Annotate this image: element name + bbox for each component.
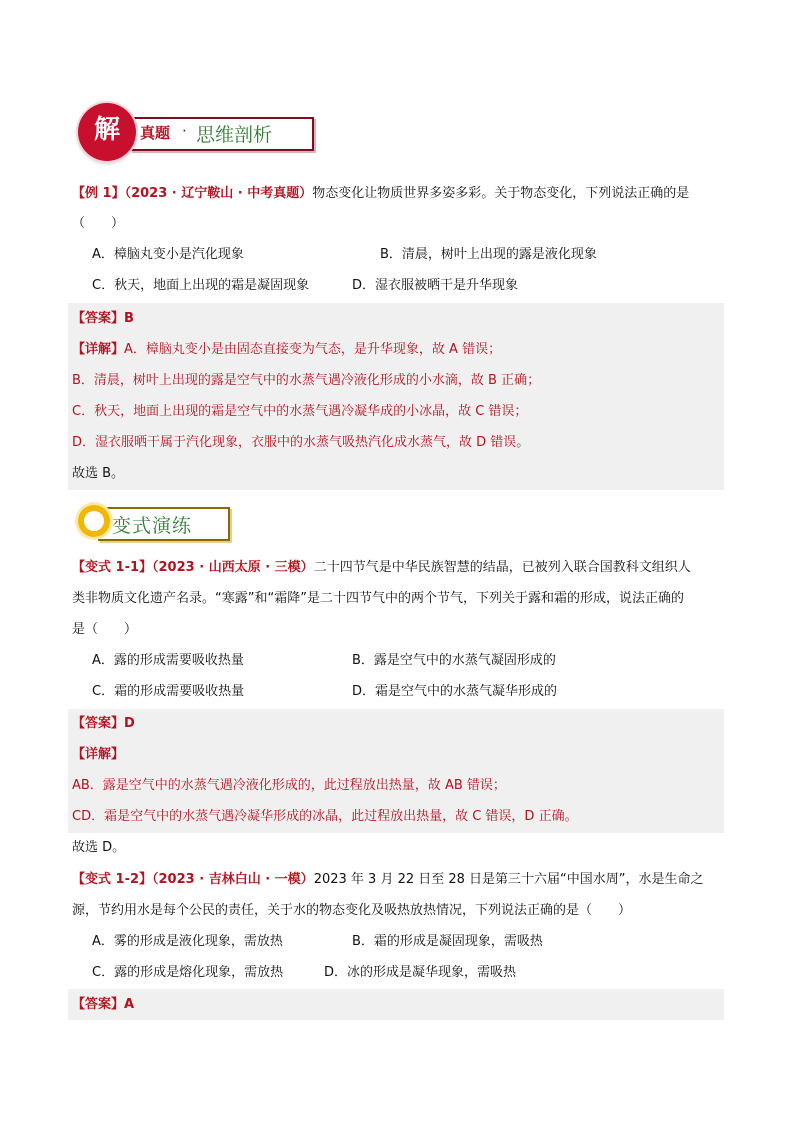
- variant1-option-c: C．霜的形成需要吸收热量: [92, 684, 245, 699]
- example-option-b: B．清晨，树叶上出现的露是液化现象: [380, 247, 597, 262]
- banner-bold-text: 真题: [140, 124, 171, 142]
- example-detail-text: A．樟脑丸变小是由固态直接变为气态，是升华现象，故 A 错误；: [124, 342, 502, 357]
- example-detail-line2: B．清晨，树叶上出现的露是空气中的水蒸气遇冷液化形成的小水滴，故 B 正确；: [72, 373, 541, 388]
- section-banner-zhenti: [130, 117, 314, 151]
- jie-badge-char: 解: [93, 115, 120, 145]
- example-detail-line4: D．湿衣服晒干属于汽化现象，衣服中的水蒸气吸热汽化成水蒸气，故 D 错误。: [72, 435, 530, 450]
- variant1-detail-line1: AB．露是空气中的水蒸气遇冷液化形成的，此过程放出热量，故 AB 错误；: [72, 778, 506, 793]
- example-option-c: C．秋天，地面上出现的霜是凝固现象: [92, 278, 310, 293]
- variant2-option-c: C．露的形成是熔化现象，需放热: [92, 965, 284, 980]
- variant1-source: （2023 · 山西太原 · 三模）: [152, 560, 314, 575]
- variant-section-title: 变式演练: [112, 515, 193, 537]
- variant2-tag: 【变式 1-2】: [72, 872, 153, 887]
- variant1-answer: [72, 714, 135, 734]
- variant1-answer-label: 【答案】: [72, 716, 125, 731]
- banner-thin-text: 思维剖析: [196, 124, 273, 146]
- variant1-detail-label: [72, 745, 124, 765]
- variant2-option-d: D．冰的形成是凝华现象，需吸热: [324, 965, 517, 980]
- example-answer: [72, 309, 134, 329]
- variant2-answer: [72, 995, 134, 1015]
- variant1-stem: 二十四节气是中华民族智慧的结晶，已被列入联合国教科文组织人: [313, 560, 691, 575]
- example-conclusion: 故选 B。: [72, 466, 125, 481]
- variant1-answer-value: D: [124, 716, 135, 731]
- example-answer-label: 【答案】: [72, 311, 125, 326]
- variant1-stem-line2: 类非物质文化遗产名录。“寒露”和“霜降”是二十四节气中的两个节气，下列关于露和霜的形成，说法正确的: [72, 591, 684, 606]
- example-detail-line1: [72, 340, 501, 360]
- variant1-option-b: B．露是空气中的水蒸气凝固形成的: [352, 653, 556, 668]
- example-answer-value: B: [124, 311, 134, 326]
- variant2-option-b: B．霜的形成是凝固现象，需吸热: [352, 934, 543, 949]
- variant1-detail-label-text: 【详解】: [72, 747, 125, 762]
- section-banner-variant: [98, 507, 230, 541]
- variant1-option-a: A．露的形成需要吸收热量: [92, 653, 244, 668]
- variant2-source: （2023 · 吉林白山 · 一模）: [152, 872, 314, 887]
- banner-dot: ·: [182, 122, 187, 140]
- example-stem-line1: [72, 184, 689, 204]
- example-answer-box: [68, 303, 724, 490]
- variant2-answer-box: [68, 989, 724, 1020]
- example-detail-label: 【详解】: [72, 342, 125, 357]
- variant2-stem: 2023 年 3 月 22 日至 28 日是第三十六届“中国水周”，水是生命之: [313, 872, 704, 887]
- variant2-stem-line1: [72, 870, 704, 890]
- variant2-stem-line2: 源，节约用水是每个公民的责任，关于水的物态变化及吸热放热情况，下列说法正确的是（ ）: [72, 903, 632, 918]
- variant1-detail-line2: CD．霜是空气中的水蒸气遇冷凝华形成的冰晶，此过程放出热量，故 C 错误，D 正确。: [72, 809, 578, 824]
- variant1-option-d: D．霜是空气中的水蒸气凝华形成的: [352, 684, 558, 699]
- variant2-answer-label: 【答案】: [72, 997, 125, 1012]
- variant2-option-a: A．雾的形成是液化现象，需放热: [92, 934, 283, 949]
- example-option-d: D．湿衣服被晒干是升华现象: [352, 278, 519, 293]
- variant1-stem-line1: [72, 558, 691, 578]
- example-option-a: A．樟脑丸变小是汽化现象: [92, 247, 244, 262]
- variant2-answer-value: A: [124, 997, 135, 1012]
- example-source: （2023 · 辽宁鞍山 · 中考真题）: [124, 186, 313, 201]
- example-detail-line3: C．秋天，地面上出现的霜是空气中的水蒸气遇冷凝华成的小冰晶，故 C 错误；: [72, 404, 528, 419]
- example-tag: 【例 1】: [72, 186, 125, 201]
- variant-badge-icon: [78, 505, 110, 537]
- example-stem-line2: （ ）: [72, 216, 125, 231]
- variant1-tag: 【变式 1-1】: [72, 560, 153, 575]
- variant1-stem-line3: 是（ ）: [72, 622, 138, 637]
- jie-badge-icon: [78, 103, 136, 161]
- variant1-conclusion: 故选 D。: [72, 840, 126, 855]
- example-stem: 物态变化让物质世界多姿多彩。关于物态变化，下列说法正确的是: [312, 186, 690, 201]
